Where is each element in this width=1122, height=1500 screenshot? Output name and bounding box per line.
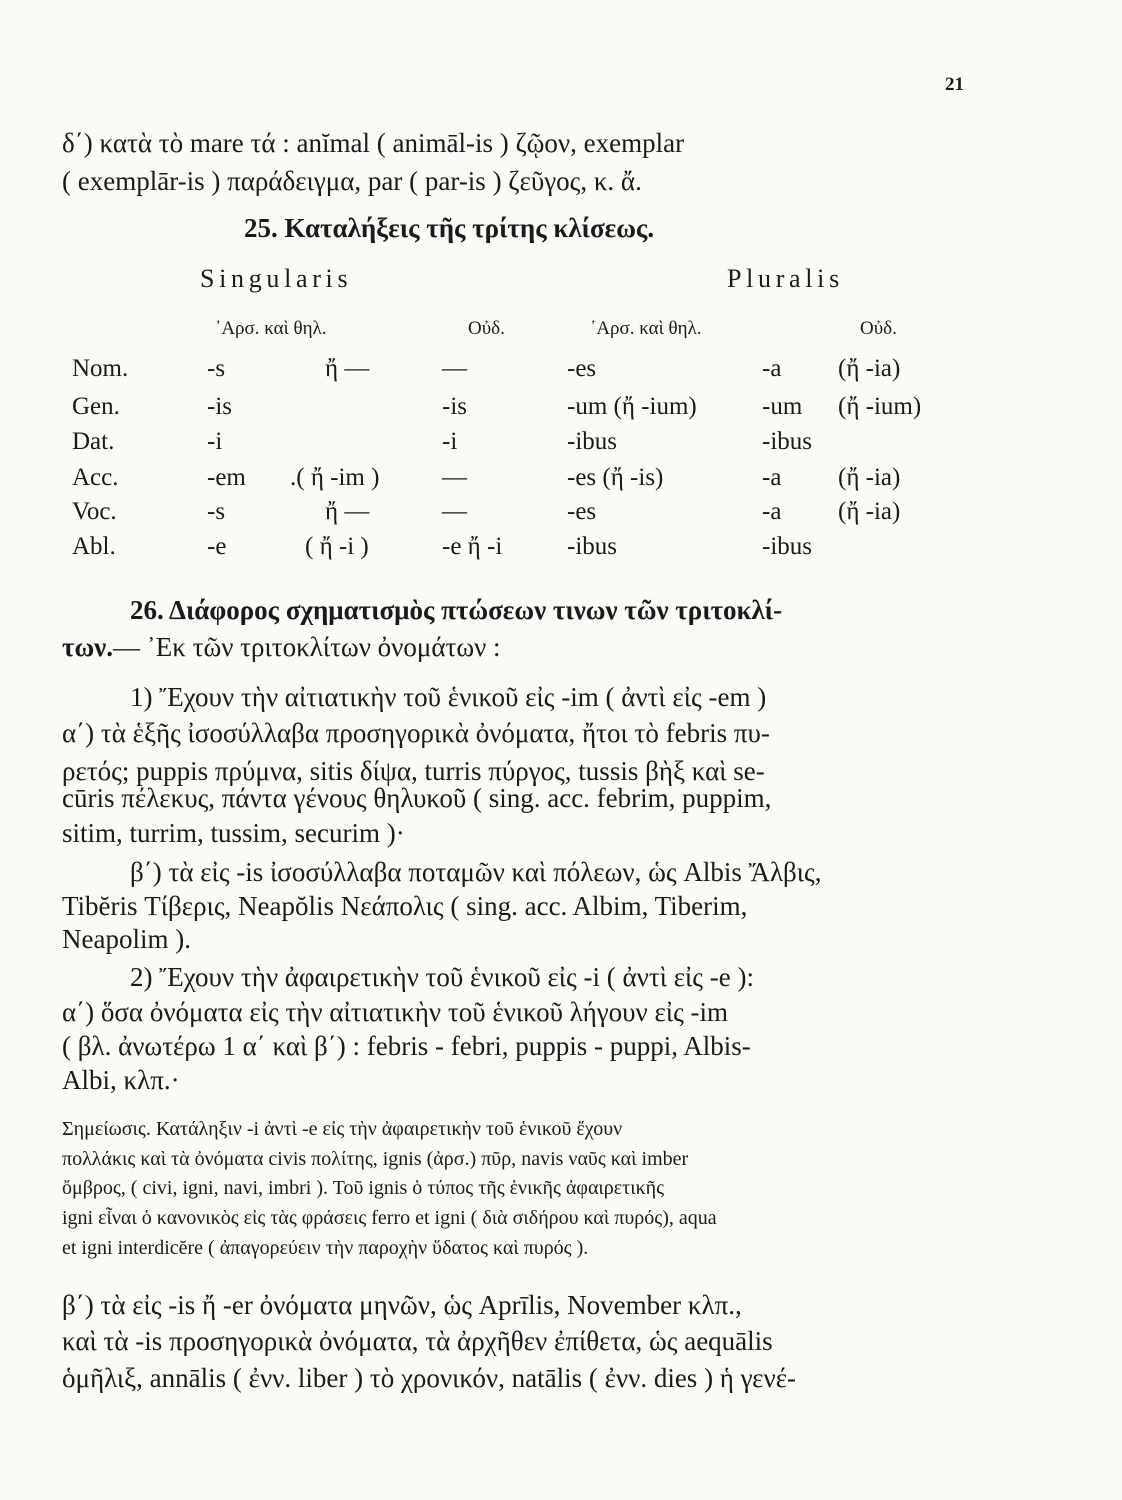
table-cell: -ibus (567, 428, 617, 455)
case-label: Dat. (72, 428, 115, 455)
paragraph-line: καὶ τὰ -is προσηγορικὰ ὀνόματα, τὰ ἀρχῆθεν ἐπίθετα, ὡς aequālis (62, 1326, 773, 1356)
table-cell: -i (442, 428, 458, 455)
paragraph-line: ὁμῆλιξ, annālis ( ἐνν. liber ) τὸ χρονικόν, natālis ( ἐνν. dies ) ἡ γενέ- (62, 1363, 797, 1393)
table-cell: -em (207, 464, 246, 491)
table-cell: (ἤ -ia) (838, 355, 901, 382)
table-cell: -is (442, 393, 467, 420)
page-number: 21 (945, 74, 964, 95)
paragraph-line: 2) Ἔχουν τὴν ἀφαιρετικὴν τοῦ ἑνικοῦ εἰς -i ( ἀντὶ εἰς -e ): (130, 962, 754, 992)
singularis-label: Singularis (200, 264, 353, 293)
table-cell: ( ἤ -i ) (305, 533, 369, 560)
section-26-title: 26. Διάφορος σχηματισμὸς πτώσεων τινων τῶν τριτοκλί- (130, 595, 783, 625)
section-26-title-cont (62, 632, 1062, 663)
paragraph-line: sitim, turrim, tussim, securim )· (62, 818, 405, 848)
case-label: Acc. (72, 464, 119, 491)
table-cell: -is (207, 393, 232, 420)
table-cell: -um (ἤ -ium) (567, 393, 697, 420)
note-line: πολλάκις καὶ τὰ ὀνόματα civis πολίτης, ignis (ἀρσ.) πῦρ, navis ναῦς καὶ imber (62, 1148, 689, 1170)
table-cell: ἤ — (325, 355, 370, 382)
table-cell: -ibus (762, 428, 812, 455)
table-cell: -a (762, 498, 782, 525)
table-cell: -es (567, 355, 597, 382)
table-cell: -es (ἤ -is) (567, 464, 664, 491)
paragraph-line: Tibĕris Τίβερις, Neapŏlis Νεάπολις ( sing. acc. Albim, Tiberim, (62, 891, 748, 921)
section-25-title: 25. Καταλήξεις τῆς τρίτης κλίσεως. (244, 213, 655, 243)
table-cell: .( ἤ -im ) (290, 464, 380, 491)
paragraph-line: ρετός; puppis πρύμνα, sitis δίψα, turris πύργος, tussis βὴξ καὶ se- (62, 756, 765, 786)
paragraph-line: 1) Ἔχουν τὴν αἰτιατικὴν τοῦ ἑνικοῦ εἰς -im ( ἀντὶ εἰς -em ) (130, 682, 767, 712)
note-line: et igni interdicĕre ( ἀπαγορεύειν τὴν παροχὴν ὕδατος καὶ πυρός ). (62, 1237, 589, 1259)
header-neuter-plural: Οὐδ. (860, 318, 897, 339)
table-cell: ἤ — (325, 498, 370, 525)
note-line: igni εἶναι ὁ κανονικὸς εἰς τὰς φράσεις ferro et igni ( διὰ σιδήρου καὶ πυρός), aqua (62, 1207, 717, 1229)
intro-line-1: δ΄) κατὰ τὸ mare τά : anĭmal ( animāl-is ) ζῷον, exemplar (62, 128, 685, 158)
table-cell: -a (762, 355, 782, 382)
paragraph-line: β΄) τὰ εἰς -is ἰσοσύλλαβα ποταμῶν καὶ πόλεων, ὡς Albis Ἄλβις, (130, 857, 822, 887)
pluralis-label: Pluralis (727, 264, 844, 293)
paragraph-line: Neapolim ). (62, 924, 191, 954)
header-masc-fem-singular: ᾿Αρσ. καὶ θηλ. (215, 318, 327, 339)
table-cell: (ἤ -ium) (838, 393, 922, 420)
table-cell: -s (207, 498, 226, 525)
table-cell: -a (762, 464, 782, 491)
table-cell: — (442, 498, 467, 525)
paragraph-line: α΄) τὰ ἑξῆς ἰσοσύλλαβα προσηγορικὰ ὀνόματα, ἤτοι τὸ febris πυ- (62, 718, 770, 748)
paragraph-line: β΄) τὰ εἰς -is ἤ -er ὀνόματα μηνῶν, ὡς Aprīlis, November κλπ., (62, 1290, 742, 1320)
section-26-intro: — ᾿Εκ τῶν τριτοκλίτων ὀνομάτων : (113, 632, 501, 662)
paragraph-line: α΄) ὅσα ὀνόματα εἰς τὴν αἰτιατικὴν τοῦ ἑνικοῦ λήγουν εἰς -im (62, 997, 729, 1027)
case-label: Abl. (72, 533, 116, 560)
table-cell: — (442, 464, 467, 491)
table-cell: -e (207, 533, 227, 560)
table-cell: -um (762, 393, 803, 420)
paragraph-line: Albi, κλπ.· (62, 1065, 180, 1095)
table-cell: -es (567, 498, 597, 525)
case-label: Voc. (72, 498, 117, 525)
table-cell: -ibus (762, 533, 812, 560)
paragraph-line: cūris πέλεκυς, πάντα γένους θηλυκοῦ ( sing. acc. febrim, puppim, (62, 783, 772, 813)
table-cell: -e ἤ -i (442, 533, 503, 560)
table-cell: (ἤ -ia) (838, 464, 901, 491)
paragraph-line: ( βλ. ἀνωτέρω 1 α΄ καὶ β΄) : febris - febri, puppis - puppi, Albis- (62, 1031, 751, 1061)
case-label: Gen. (72, 393, 120, 420)
table-cell: -i (207, 428, 223, 455)
intro-line-2: ( exemplār-is ) παράδειγμα, par ( par-is ) ζεῦγος, κ. ἄ. (62, 166, 642, 196)
table-cell: -s (207, 355, 226, 382)
note-line: Σημείωσις. Κατάληξιν -i ἀντὶ -e εἰς τὴν ἀφαιρετικὴν τοῦ ἑνικοῦ ἔχουν (62, 1118, 623, 1140)
table-cell: -ibus (567, 533, 617, 560)
header-masc-fem-plural: ᾿Αρσ. καὶ θηλ. (590, 318, 702, 339)
case-label: Nom. (72, 355, 129, 382)
header-neuter-singular: Οὐδ. (468, 318, 505, 339)
section-26-title-end: των. (62, 632, 113, 662)
table-cell: (ἤ -ia) (838, 498, 901, 525)
note-line: ὄμβρος, ( civi, igni, navi, imbri ). Τοῦ ignis ὁ τύπος τῆς ἑνικῆς ἀφαιρετικῆς (62, 1177, 665, 1199)
table-cell: — (442, 355, 467, 382)
